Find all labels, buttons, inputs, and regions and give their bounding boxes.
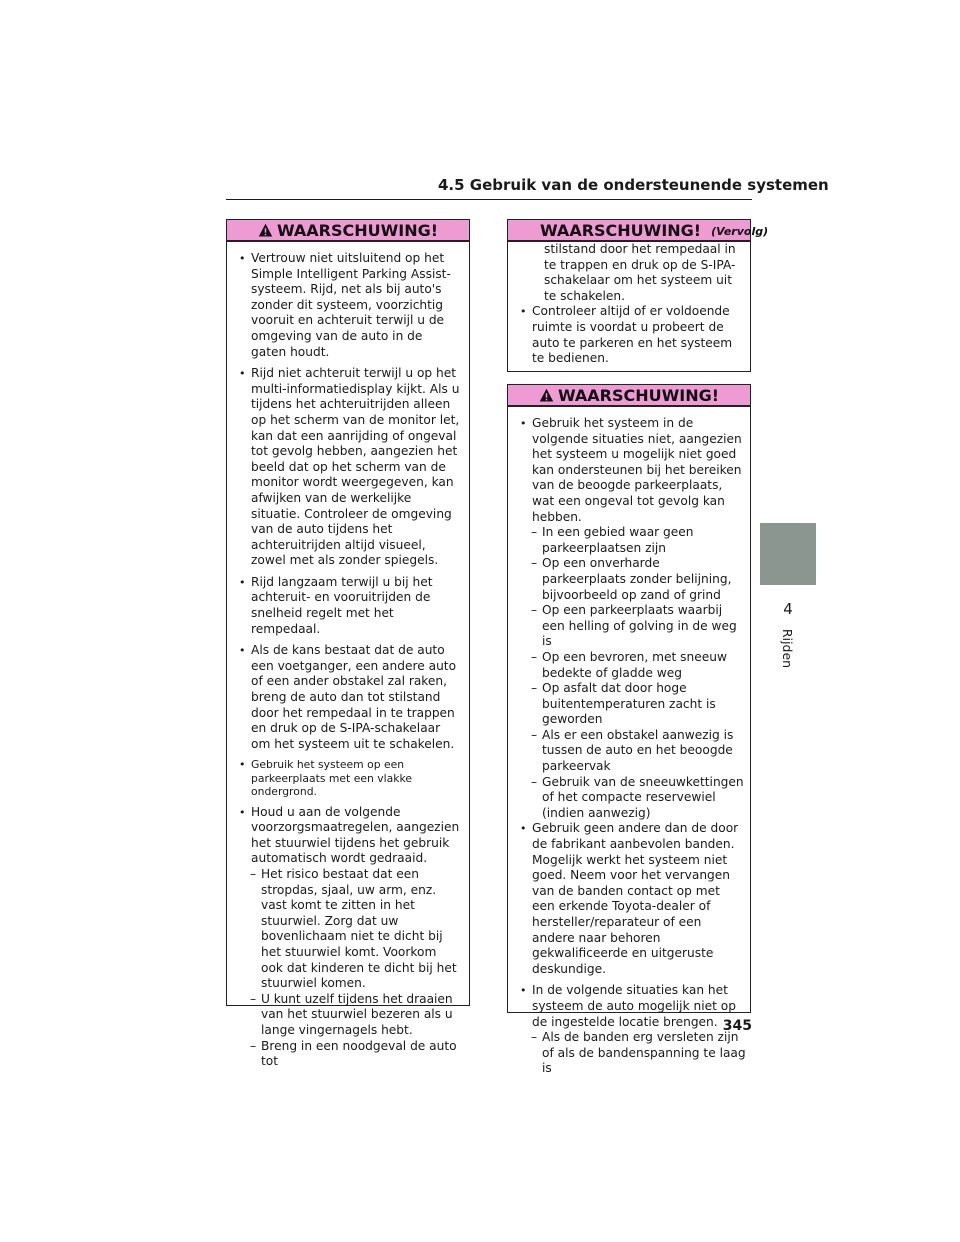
list-item: • In de volgende situaties kan het systeem de auto mogelijk niet op de ingestelde locatie brengen. [516,983,746,1030]
header-rule [226,199,752,200]
warning-title: WAARSCHUWING! [276,220,439,240]
sub-list-item: – Als de banden erg versleten zijn of als de bandenspanning te laag is [516,1030,746,1077]
sub-list-item: – In een gebied waar geen parkeerplaatsen zijn [516,525,746,556]
sub-list-item: – Op een bevroren, met sneeuw bedekte of gladde weg [516,650,746,681]
sub-list-item: – Op een parkeerplaats waarbij een helling of golving in de weg is [516,603,746,650]
sub-list-item: – Op asfalt dat door hoge buitentemperaturen zacht is geworden [516,681,746,728]
warning-title: WAARSCHUWING! [557,385,720,405]
warning-triangle-icon [258,223,273,238]
list-item: • Gebruik geen andere dan de door de fabrikant aanbevolen banden. Mogelijk werkt het systeem niet goed. Neem voor het vervangen van de banden contact op met een erkende Toyota-dealer of hersteller/reparateur of een andere naar behoren gekwalificeerde en uitgeruste deskundige. [516,821,746,977]
section-title: 4.5 Gebruik van de ondersteunende systemen [438,176,829,194]
sub-list-item: – Het risico bestaat dat een stropdas, sjaal, uw arm, enz. vast komt te zitten in het stuurwiel. Zorg dat uw bovenlichaam niet te dicht bij het stuurwiel komt. Voorkom ook dat kinderen te dicht bij het stuurwiel komen. [235,867,461,992]
list-item: • Als de kans bestaat dat de auto een voetganger, een andere auto of een ander obstakel zal raken, breng de auto dan tot stilstand door het rempedaal in te trappen en druk op de S-IPA-schakelaar om het systeem uit te schakelen. [235,643,461,752]
list-item: • Vertrouw niet uitsluitend op het Simple Intelligent Parking Assist-systeem. Rijd, net als bij auto's zonder dit systeem, voorzichtig vooruit en achteruit terwijl u de omgeving van de auto in de gaten houdt. [235,251,461,360]
warning-header [227,220,469,242]
list-item: • Gebruik het systeem in de volgende situaties niet, aangezien het systeem u mogelijk niet goed kan ondersteunen bij het bereiken van de beoogde parkeerplaats, wat een ongeval tot gevolg kan hebben. [516,416,746,525]
list-item: • Houd u aan de volgende voorzorgsmaatregelen, aangezien het stuurwiel tijdens het gebruik automatisch wordt gedraaid. [235,805,461,867]
chapter-number: 4 [783,600,793,618]
continuation-text: stilstand door het rempedaal in te trappen en druk op de S-IPA-schakelaar om het systeem uit te schakelen. [544,242,736,303]
list-item: • Gebruik het systeem op een parkeerplaats met een vlakke ondergrond. [235,758,461,798]
list-item: • Controleer altijd of er voldoende ruimte is voordat u probeert de auto te parkeren en het systeem te bedienen. [516,304,744,366]
sub-list-item: – Breng in een noodgeval de auto tot [235,1039,461,1070]
warning-box-continued [507,219,769,372]
warning-header [508,385,750,407]
continued-label: (Vervolg) [711,225,769,238]
page-number: 345 [722,1018,752,1034]
sub-list-item: – Gebruik van de sneeuwkettingen of het compacte reservewiel (indien aanwezig) [516,775,746,822]
list-item: • Rijd langzaam terwijl u bij het achteruit- en vooruitrijden de snelheid regelt met het rempedaal. [235,575,461,637]
warning-box-left [226,219,470,1069]
warning-header [508,220,769,242]
sub-list-item: – Op een onverharde parkeerplaats zonder belijning, bijvoorbeeld op zand of grind [516,556,746,603]
list-item: • Rijd niet achteruit terwijl u op het multi-informatiedisplay kijkt. Als u tijdens het achteruitrijden alleen op het scherm van de monitor let, kan dat een aanrijding of ongeval tot gevolg hebben, aangezien het beeld dat op het scherm van de monitor wordt weergegeven, kan afwijken van de werkelijke situatie. Controleer de omgeving van de auto tijdens het achteruitrijden altijd visueel, zowel met als zonder spiegels. [235,366,461,569]
sub-list-item: – U kunt uzelf tijdens het draaien van het stuurwiel bezeren als u lange vingernagels hebt. [235,992,461,1039]
warning-triangle-icon [539,388,554,403]
chapter-tab [760,523,816,585]
warning-title: WAARSCHUWING! [540,220,702,240]
chapter-label-text: Rijden [780,628,796,668]
chapter-label [760,618,816,678]
sub-list-item: – Als er een obstakel aanwezig is tussen de auto en het beoogde parkeervak [516,728,746,775]
